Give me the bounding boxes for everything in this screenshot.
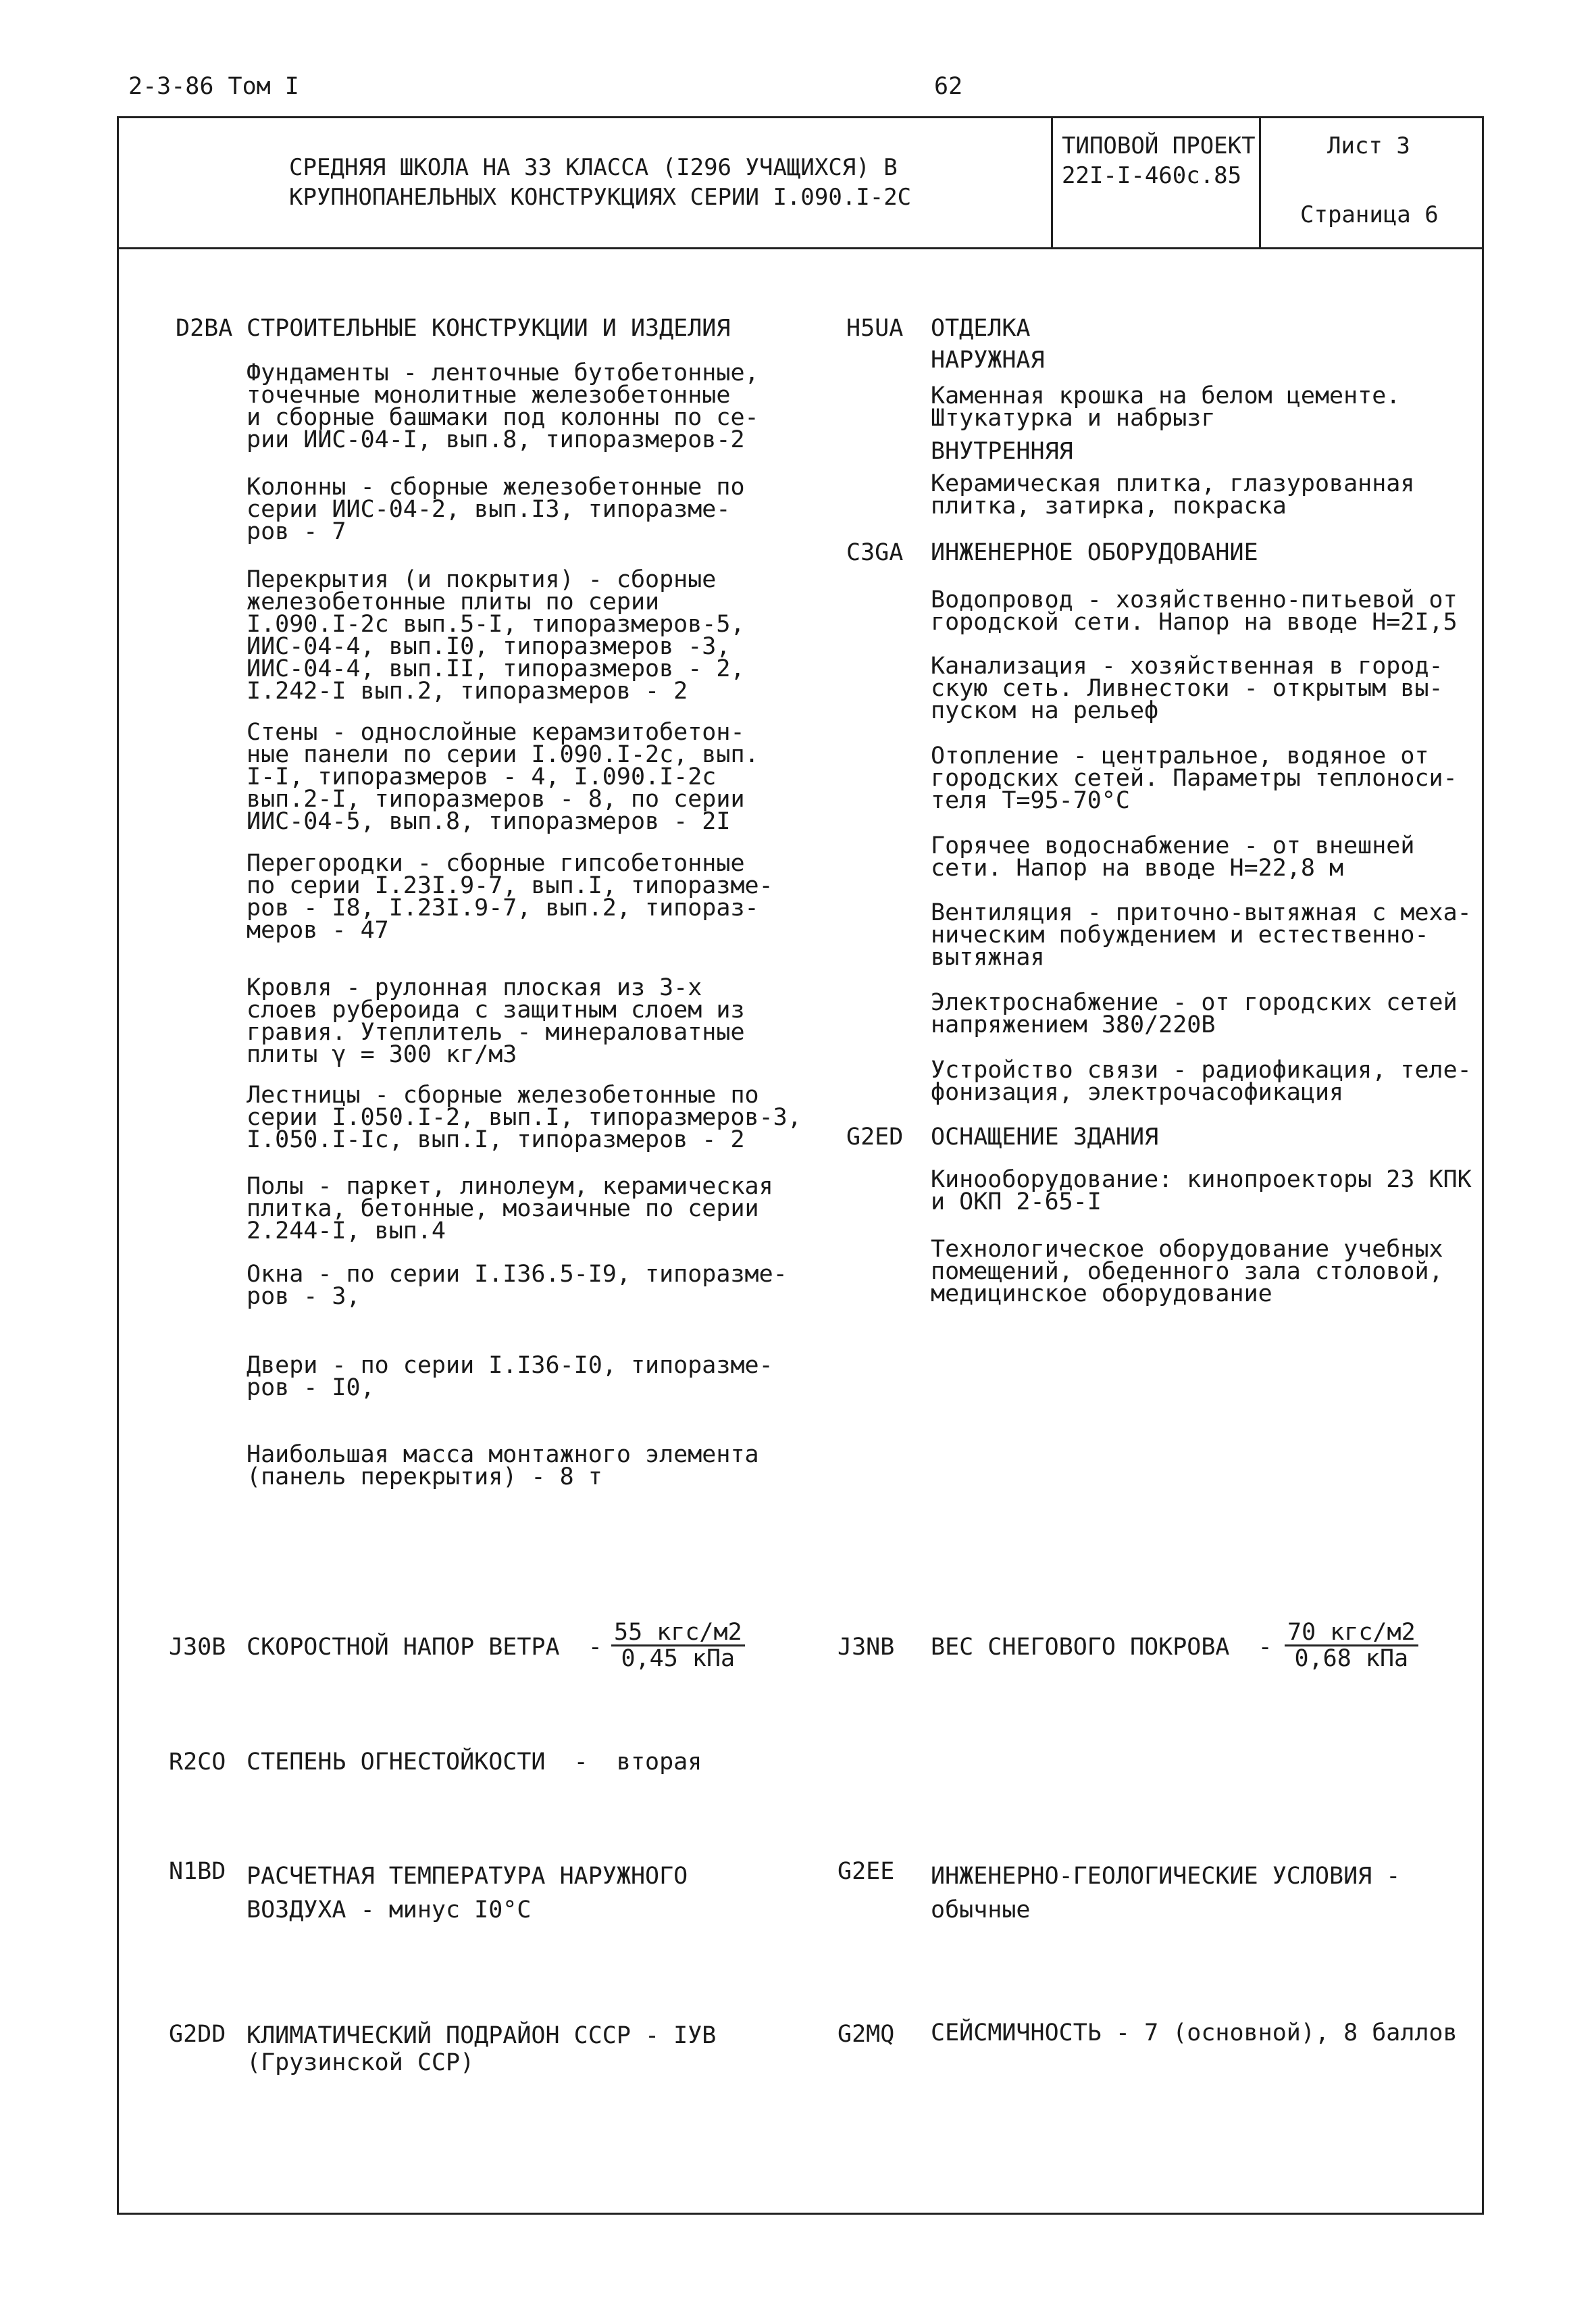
eng-item-water-supply: Водопровод - хозяйственно-питьевой от городской сети. Напор на вводе Н=2I,5 [931,586,1458,636]
section-heading-finish: ОТДЕЛКА [931,315,1031,342]
design-temperature: РАСЧЕТНАЯ ТЕМПЕРАТУРА НАРУЖНОГО ВОЗДУХА - минус I0°С [247,1863,688,1923]
finish-inner-text: Керамическая плитка, глазурованная плитка, затирка, покраска [931,470,1415,520]
item-flooring: Полы - паркет, линолеум, керамическая плитка, бетонные, мозаичные по серии 2.244-I, вып.4 [247,1173,773,1244]
code-fire-resistance: R2CO [169,1749,226,1776]
project-label: ТИПОВОЙ ПРОЕКТ [1062,132,1256,159]
page-label: Страница 6 [1300,201,1439,228]
seismicity: СЕЙСМИЧНОСТЬ - 7 (основной), 8 баллов [931,2019,1458,2046]
item-roof: Кровля - рулонная плоская из 3-х слоев рубероида с защитным слоем из гравия. Утеплитель - минераловатные плиты γ = 300 кг/м3 [247,974,745,1068]
title-block-separator-2 [1259,116,1261,249]
eng-item-power-supply: Электроснабжение - от городских сетей напряжением 380/220В [931,989,1458,1038]
project-number: 22I-I-460с.85 [1062,162,1242,189]
eng-item-sewerage: Канализация - хозяйственная в город- скую сеть. Ливнестоки - открытым вы- пуском на рельеф [931,653,1443,724]
item-floors-slabs: Перекрытия (и покрытия) - сборные железобетонные плиты по серии I.090.I-2с вып.5-I, типоразмеров-5, ИИС-04-4, вып.I0, типоразмеров -3, ИИС-04-4, вып.II, типоразмеров - 2, I.242-I вып.2, типоразмеров - 2 [247,566,745,705]
item-stairs: Лестницы - сборные железобетонные по серии I.050.I-2, вып.I, типоразмеров-3, I.050.I-Iс, вып.I, типоразмеров - 2 [247,1082,802,1153]
section-code-finish: H5UA [846,315,904,342]
item-columns: Колонны - сборные железобетонные по серии ИИС-04-2, вып.I3, типоразме- ров - 7 [247,474,745,545]
fire-resistance: СТЕПЕНЬ ОГНЕСТОЙКОСТИ - вторая [247,1749,702,1776]
code-climate: G2DD [169,2021,226,2048]
item-max-mass: Наибольшая масса монтажного элемента (панель перекрытия) - 8 т [247,1441,759,1490]
item-foundations: Фундаменты - ленточные бутобетонные, точечные монолитные железобетонные и сборные башмаки под колонны по се- рии ИИС-04-I, вып.8, типоразмеров-2 [247,359,759,453]
document-reference: 2-3-86 Том I [128,73,299,100]
finish-inner-label: ВНУТРЕННЯЯ [931,438,1073,465]
snow-load-kpa: 0,68 кПа [1294,1645,1409,1672]
section-code-equipment: G2ED [846,1124,904,1151]
equip-item-technology: Технологическое оборудование учебных помещений, обеденного зала столовой, медицинское оборудование [931,1236,1443,1307]
title-block-separator-1 [1051,116,1053,249]
section-heading-equipment: ОСНАЩЕНИЕ ЗДАНИЯ [931,1124,1159,1151]
item-partitions: Перегородки - сборные гипсобетонные по серии I.23I.9-7, вып.I, типоразме- ров - I8, I.23I.9-7, вып.2, типораз- меров - 47 [247,850,773,944]
wind-pressure-kpa: 0,45 кПа [621,1645,736,1672]
item-windows: Окна - по серии I.I36.5-I9, типоразме- ров - 3, [247,1261,788,1310]
document-title-line-2: КРУПНОПАНЕЛЬНЫХ КОНСТРУКЦИЯХ СЕРИИ I.090.I-2С [289,184,912,211]
wind-pressure-value [611,1620,745,1671]
code-snow: J3NB [838,1634,895,1661]
code-wind: J30B [169,1634,226,1661]
eng-item-communications: Устройство связи - радиофикация, теле- фонизация, электрочасофикация [931,1057,1472,1106]
code-geology: G2EE [838,1858,895,1885]
section-heading-engineering: ИНЖЕНЕРНОЕ ОБОРУДОВАНИЕ [931,539,1258,566]
document-title-line-1: СРЕДНЯЯ ШКОЛА НА 33 КЛАССА (I296 УЧАЩИХСЯ) В [289,154,898,181]
snow-load-value [1285,1620,1418,1671]
wind-pressure-kgs: 55 кгс/м2 [611,1620,745,1646]
item-doors: Двери - по серии I.I36-I0, типоразме- ров - I0, [247,1352,773,1401]
eng-item-hot-water: Горячее водоснабжение - от внешней сети. Напор на вводе Н=22,8 м [931,832,1415,882]
item-walls: Стены - однослойные керамзитобетон- ные панели по серии I.090.I-2с, вып. I-I, типоразмеров - 4, I.090.I-2с вып.2-I, типоразмеров - 8, по серии ИИС-04-5, вып.8, типоразмеров - 2I [247,719,759,835]
title-block-divider [117,247,1482,249]
eng-item-ventilation: Вентиляция - приточно-вытяжная с меха- ническим побуждением и естественно- вытяжная [931,899,1472,971]
equip-item-cinema: Кинооборудование: кинопроекторы 23 КПК и ОКП 2-65-I [931,1166,1472,1215]
page-number: 62 [934,73,963,100]
section-code-constructions: D2BA [176,315,233,342]
code-design-temperature: N1BD [169,1858,226,1885]
wind-pressure-label: СКОРОСТНОЙ НАПОР ВЕТРА - [247,1634,602,1661]
geology-conditions: ИНЖЕНЕРНО-ГЕОЛОГИЧЕСКИЕ УСЛОВИЯ - обычные [931,1863,1401,1923]
section-heading-constructions: СТРОИТЕЛЬНЫЕ КОНСТРУКЦИИ И ИЗДЕЛИЯ [247,315,731,342]
finish-outer-text: Каменная крошка на белом цементе. Штукатурка и набрызг [931,382,1401,432]
sheet-label: Лист 3 [1327,132,1410,159]
snow-load-label: ВЕС СНЕГОВОГО ПОКРОВА - [931,1634,1272,1661]
climate-subregion: КЛИМАТИЧЕСКИЙ ПОДРАЙОН СССР - IУВ (Грузинской ССР) [247,2022,717,2076]
section-code-engineering: C3GA [846,539,904,566]
code-seismic: G2MQ [838,2021,895,2048]
finish-outer-label: НАРУЖНАЯ [931,347,1045,374]
snow-load-kgs: 70 кгс/м2 [1285,1620,1418,1646]
eng-item-heating: Отопление - центральное, водяное от городских сетей. Параметры теплоноси- теля Т=95-70°С [931,743,1458,814]
